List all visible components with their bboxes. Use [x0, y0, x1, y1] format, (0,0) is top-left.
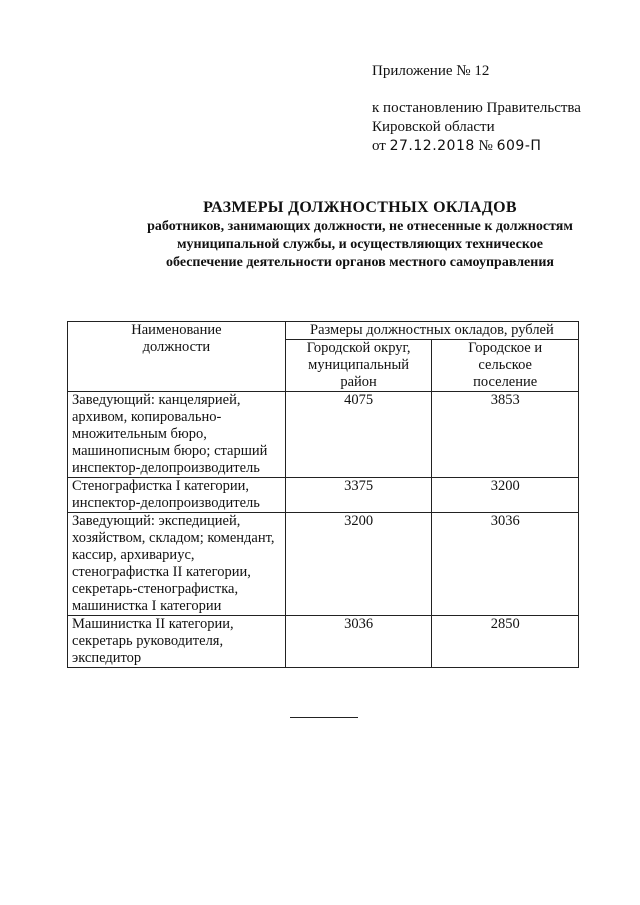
title-block	[60, 198, 640, 272]
document-subtitle-line-3: обеспечение деятельности органов местного самоуправления	[166, 255, 554, 270]
number-sign: №	[478, 138, 493, 154]
table-row	[68, 392, 579, 478]
salary-city-cell: 4075	[285, 392, 432, 478]
header-position-name: Наименование должности	[68, 322, 286, 392]
position-cell: Заведующий: канцелярией, архивом, копировально-множительным бюро, машинописным бюро; старший инспектор-делопроизводитель	[68, 392, 286, 478]
number-value: 609-П	[496, 138, 542, 154]
appendix-label: Приложение № 12	[372, 63, 490, 79]
table-row	[68, 478, 579, 513]
position-cell: Заведующий: экспедицией, хозяйством, складом; комендант, кассир, архивариус, стенографистка II категории, секретарь-стенографистка, машинистка I категории	[68, 513, 286, 616]
appendix-block	[372, 62, 581, 156]
table-header-row	[68, 322, 579, 340]
header-rural-settlement: Городское и сельское поселение	[432, 340, 579, 392]
position-cell: Стенографистка I категории, инспектор-делопроизводитель	[68, 478, 286, 513]
appendix-date-line	[372, 137, 581, 156]
salary-rural-cell: 3036	[432, 513, 579, 616]
salary-table	[67, 321, 579, 668]
closing-rule	[290, 717, 358, 718]
appendix-line-1: к постановлению Правительства	[372, 100, 581, 116]
salary-city-cell: 3200	[285, 513, 432, 616]
document-subtitle-line-1: работников, занимающих должности, не отнесенные к должностям	[147, 219, 573, 234]
document-subtitle-line-2: муниципальной службы, и осуществляющих техническое	[177, 237, 543, 252]
salary-rural-cell: 2850	[432, 616, 579, 668]
appendix-line-2: Кировской области	[372, 119, 495, 135]
header-city-district: Городской округ, муниципальный район	[285, 340, 432, 392]
position-cell: Машинистка II категории, секретарь руководителя, экспедитор	[68, 616, 286, 668]
table-row	[68, 513, 579, 616]
date-prefix: от	[372, 138, 386, 154]
date-value: 27.12.2018	[389, 138, 475, 154]
salary-rural-cell: 3853	[432, 392, 579, 478]
header-salary-group: Размеры должностных окладов, рублей	[285, 322, 578, 340]
table-row	[68, 616, 579, 668]
salary-rural-cell: 3200	[432, 478, 579, 513]
salary-city-cell: 3375	[285, 478, 432, 513]
salary-city-cell: 3036	[285, 616, 432, 668]
document-title: РАЗМЕРЫ ДОЛЖНОСТНЫХ ОКЛАДОВ	[203, 199, 517, 216]
